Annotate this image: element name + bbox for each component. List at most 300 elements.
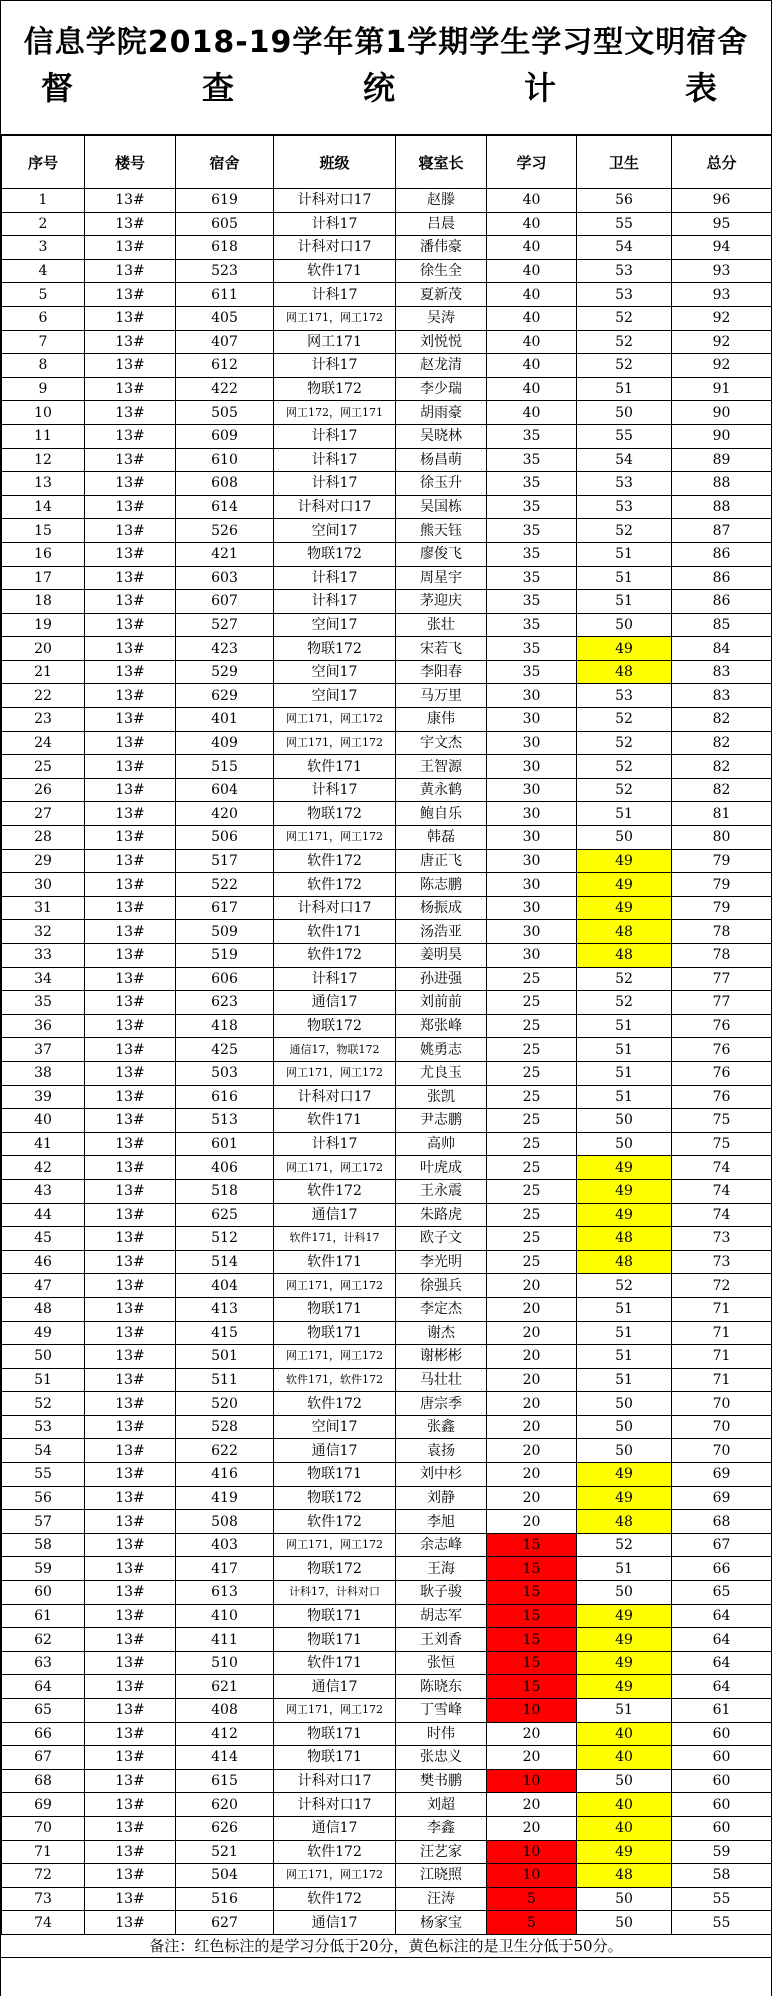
cell-leader: 李定杰 — [396, 1297, 487, 1321]
cell-leader: 刘超 — [396, 1793, 487, 1817]
cell-leader: 康伟 — [396, 708, 487, 732]
cell-dorm: 611 — [176, 283, 274, 307]
cell-study: 25 — [487, 1109, 577, 1133]
cell-total: 81 — [672, 802, 772, 826]
cell-leader: 马壮壮 — [396, 1368, 487, 1392]
cell-index: 17 — [2, 566, 85, 590]
cell-class: 计科17 — [274, 566, 396, 590]
cell-total: 83 — [672, 684, 772, 708]
cell-hygiene: 51 — [577, 377, 672, 401]
cell-index: 1 — [2, 189, 85, 213]
table-row — [2, 1203, 772, 1227]
cell-study: 25 — [487, 1085, 577, 1109]
cell-index: 33 — [2, 944, 85, 968]
cell-leader: 吴涛 — [396, 306, 487, 330]
cell-study: 30 — [487, 802, 577, 826]
cell-leader: 黄永鹤 — [396, 778, 487, 802]
cell-dorm: 417 — [176, 1557, 274, 1581]
cell-total: 76 — [672, 1014, 772, 1038]
cell-dorm: 408 — [176, 1699, 274, 1723]
cell-study: 35 — [487, 613, 577, 637]
table-row — [2, 1722, 772, 1746]
cell-study: 10 — [487, 1840, 577, 1864]
cell-hygiene: 53 — [577, 684, 672, 708]
cell-index: 26 — [2, 778, 85, 802]
cell-leader: 袁扬 — [396, 1439, 487, 1463]
cell-building: 13# — [85, 1227, 176, 1251]
cell-dorm: 512 — [176, 1227, 274, 1251]
header-index: 序号 — [2, 136, 85, 189]
table-row — [2, 1345, 772, 1369]
cell-dorm: 529 — [176, 660, 274, 684]
cell-study: 15 — [487, 1604, 577, 1628]
cell-leader: 李鑫 — [396, 1816, 487, 1840]
table-row — [2, 1816, 772, 1840]
cell-index: 65 — [2, 1699, 85, 1723]
cell-hygiene: 50 — [577, 1769, 672, 1793]
cell-index: 18 — [2, 590, 85, 614]
cell-study: 35 — [487, 542, 577, 566]
cell-building: 13# — [85, 1415, 176, 1439]
cell-building: 13# — [85, 1368, 176, 1392]
cell-index: 50 — [2, 1345, 85, 1369]
cell-building: 13# — [85, 1840, 176, 1864]
cell-dorm: 606 — [176, 967, 274, 991]
cell-study: 20 — [487, 1321, 577, 1345]
table-row — [2, 377, 772, 401]
cell-building: 13# — [85, 1722, 176, 1746]
cell-study: 40 — [487, 401, 577, 425]
cell-index: 22 — [2, 684, 85, 708]
table-row — [2, 684, 772, 708]
cell-hygiene: 50 — [577, 1109, 672, 1133]
cell-building: 13# — [85, 1061, 176, 1085]
cell-class: 物联172 — [274, 637, 396, 661]
cell-class: 物联171 — [274, 1604, 396, 1628]
cell-hygiene: 48 — [577, 1510, 672, 1534]
cell-index: 62 — [2, 1628, 85, 1652]
cell-dorm: 625 — [176, 1203, 274, 1227]
table-row — [2, 1250, 772, 1274]
cell-leader: 孙进强 — [396, 967, 487, 991]
cell-class: 软件172 — [274, 873, 396, 897]
cell-leader: 鲍自乐 — [396, 802, 487, 826]
cell-total: 60 — [672, 1769, 772, 1793]
cell-building: 13# — [85, 495, 176, 519]
cell-dorm: 516 — [176, 1887, 274, 1911]
cell-total: 66 — [672, 1557, 772, 1581]
cell-total: 58 — [672, 1864, 772, 1888]
cell-index: 47 — [2, 1274, 85, 1298]
cell-dorm: 518 — [176, 1179, 274, 1203]
cell-building: 13# — [85, 991, 176, 1015]
cell-dorm: 616 — [176, 1085, 274, 1109]
cell-hygiene: 51 — [577, 1038, 672, 1062]
cell-hygiene: 50 — [577, 1887, 672, 1911]
cell-index: 32 — [2, 920, 85, 944]
cell-dorm: 623 — [176, 991, 274, 1015]
cell-building: 13# — [85, 849, 176, 873]
cell-dorm: 612 — [176, 354, 274, 378]
cell-study: 15 — [487, 1675, 577, 1699]
cell-building: 13# — [85, 354, 176, 378]
title-char: 计 — [523, 69, 556, 107]
cell-study: 20 — [487, 1415, 577, 1439]
cell-total: 74 — [672, 1203, 772, 1227]
cell-hygiene: 49 — [577, 1156, 672, 1180]
cell-study: 35 — [487, 590, 577, 614]
table-row — [2, 1415, 772, 1439]
cell-hygiene: 56 — [577, 189, 672, 213]
cell-total: 93 — [672, 259, 772, 283]
cell-hygiene: 53 — [577, 283, 672, 307]
cell-dorm: 615 — [176, 1769, 274, 1793]
cell-total: 82 — [672, 755, 772, 779]
table-row — [2, 1533, 772, 1557]
cell-index: 6 — [2, 306, 85, 330]
cell-class: 软件171 — [274, 920, 396, 944]
cell-index: 29 — [2, 849, 85, 873]
table-row — [2, 1297, 772, 1321]
cell-building: 13# — [85, 306, 176, 330]
table-row — [2, 1227, 772, 1251]
cell-class: 软件172 — [274, 1510, 396, 1534]
cell-total: 79 — [672, 896, 772, 920]
table-row — [2, 1014, 772, 1038]
cell-dorm: 409 — [176, 731, 274, 755]
cell-dorm: 505 — [176, 401, 274, 425]
cell-study: 25 — [487, 967, 577, 991]
cell-index: 25 — [2, 755, 85, 779]
cell-class: 物联171 — [274, 1628, 396, 1652]
cell-leader: 樊书鹏 — [396, 1769, 487, 1793]
cell-leader: 赵龙清 — [396, 354, 487, 378]
cell-total: 87 — [672, 519, 772, 543]
cell-class: 计科17 — [274, 472, 396, 496]
cell-study: 30 — [487, 896, 577, 920]
cell-dorm: 617 — [176, 896, 274, 920]
cell-class: 通信17 — [274, 1203, 396, 1227]
cell-hygiene: 51 — [577, 1557, 672, 1581]
cell-hygiene: 50 — [577, 1415, 672, 1439]
cell-index: 12 — [2, 448, 85, 472]
cell-dorm: 610 — [176, 448, 274, 472]
cell-index: 45 — [2, 1227, 85, 1251]
table-row — [2, 566, 772, 590]
cell-hygiene: 54 — [577, 448, 672, 472]
cell-leader: 余志峰 — [396, 1533, 487, 1557]
table-row — [2, 1510, 772, 1534]
cell-total: 69 — [672, 1486, 772, 1510]
cell-building: 13# — [85, 377, 176, 401]
table-row — [2, 1463, 772, 1487]
cell-class: 计科17 — [274, 354, 396, 378]
cell-total: 75 — [672, 1132, 772, 1156]
cell-class: 网工171 — [274, 330, 396, 354]
cell-total: 71 — [672, 1368, 772, 1392]
cell-building: 13# — [85, 1510, 176, 1534]
cell-leader: 刘静 — [396, 1486, 487, 1510]
cell-hygiene: 49 — [577, 1628, 672, 1652]
cell-study: 15 — [487, 1651, 577, 1675]
cell-building: 13# — [85, 1297, 176, 1321]
cell-leader: 王智源 — [396, 755, 487, 779]
cell-total: 92 — [672, 306, 772, 330]
cell-total: 55 — [672, 1911, 772, 1935]
cell-building: 13# — [85, 826, 176, 850]
table-row — [2, 472, 772, 496]
cell-dorm: 523 — [176, 259, 274, 283]
cell-study: 30 — [487, 755, 577, 779]
header-hygiene: 卫生 — [577, 136, 672, 189]
cell-study: 40 — [487, 283, 577, 307]
cell-total: 55 — [672, 1887, 772, 1911]
table-row — [2, 1887, 772, 1911]
table-row — [2, 802, 772, 826]
cell-total: 82 — [672, 778, 772, 802]
cell-study: 40 — [487, 306, 577, 330]
cell-total: 67 — [672, 1533, 772, 1557]
cell-index: 70 — [2, 1816, 85, 1840]
cell-total: 83 — [672, 660, 772, 684]
cell-dorm: 614 — [176, 495, 274, 519]
cell-hygiene: 40 — [577, 1816, 672, 1840]
cell-study: 35 — [487, 519, 577, 543]
cell-study: 20 — [487, 1297, 577, 1321]
cell-total: 92 — [672, 330, 772, 354]
cell-study: 15 — [487, 1581, 577, 1605]
cell-class: 计科对口17 — [274, 495, 396, 519]
cell-study: 20 — [487, 1486, 577, 1510]
cell-dorm: 604 — [176, 778, 274, 802]
cell-class: 通信17 — [274, 1816, 396, 1840]
cell-total: 64 — [672, 1651, 772, 1675]
cell-leader: 廖俊飞 — [396, 542, 487, 566]
cell-dorm: 418 — [176, 1014, 274, 1038]
cell-total: 77 — [672, 991, 772, 1015]
cell-hygiene: 49 — [577, 637, 672, 661]
cell-leader: 刘前前 — [396, 991, 487, 1015]
cell-study: 10 — [487, 1864, 577, 1888]
cell-total: 59 — [672, 1840, 772, 1864]
cell-total: 88 — [672, 495, 772, 519]
table-row — [2, 1109, 772, 1133]
cell-dorm: 425 — [176, 1038, 274, 1062]
cell-study: 20 — [487, 1510, 577, 1534]
cell-building: 13# — [85, 1203, 176, 1227]
cell-hygiene: 52 — [577, 991, 672, 1015]
cell-index: 31 — [2, 896, 85, 920]
cell-study: 35 — [487, 472, 577, 496]
cell-study: 20 — [487, 1746, 577, 1770]
table-row — [2, 448, 772, 472]
cell-class: 网工171，网工172 — [274, 1864, 396, 1888]
header-study: 学习 — [487, 136, 577, 189]
cell-hygiene: 52 — [577, 708, 672, 732]
cell-index: 28 — [2, 826, 85, 850]
table-row — [2, 1746, 772, 1770]
title-char: 督 — [41, 69, 74, 107]
cell-dorm: 411 — [176, 1628, 274, 1652]
cell-class: 软件171 — [274, 755, 396, 779]
cell-dorm: 519 — [176, 944, 274, 968]
cell-leader: 徐强兵 — [396, 1274, 487, 1298]
cell-building: 13# — [85, 189, 176, 213]
table-row — [2, 495, 772, 519]
cell-building: 13# — [85, 1816, 176, 1840]
cell-dorm: 510 — [176, 1651, 274, 1675]
cell-hygiene: 40 — [577, 1746, 672, 1770]
cell-class: 计科17 — [274, 283, 396, 307]
cell-building: 13# — [85, 259, 176, 283]
cell-building: 13# — [85, 1887, 176, 1911]
cell-index: 42 — [2, 1156, 85, 1180]
cell-total: 82 — [672, 708, 772, 732]
cell-hygiene: 53 — [577, 259, 672, 283]
cell-study: 30 — [487, 731, 577, 755]
table-row — [2, 944, 772, 968]
cell-class: 物联172 — [274, 1014, 396, 1038]
cell-class: 网工171，网工172 — [274, 731, 396, 755]
cell-building: 13# — [85, 1746, 176, 1770]
cell-total: 69 — [672, 1463, 772, 1487]
cell-study: 30 — [487, 826, 577, 850]
cell-class: 空间17 — [274, 660, 396, 684]
cell-hygiene: 52 — [577, 778, 672, 802]
cell-hygiene: 51 — [577, 1085, 672, 1109]
table-row — [2, 1368, 772, 1392]
table-row — [2, 236, 772, 260]
cell-total: 95 — [672, 212, 772, 236]
cell-building: 13# — [85, 660, 176, 684]
cell-total: 75 — [672, 1109, 772, 1133]
cell-building: 13# — [85, 1085, 176, 1109]
cell-index: 46 — [2, 1250, 85, 1274]
cell-class: 软件172 — [274, 1179, 396, 1203]
cell-hygiene: 51 — [577, 802, 672, 826]
cell-hygiene: 51 — [577, 542, 672, 566]
cell-index: 34 — [2, 967, 85, 991]
cell-leader: 胡志军 — [396, 1604, 487, 1628]
cell-class: 软件172 — [274, 1887, 396, 1911]
cell-hygiene: 52 — [577, 519, 672, 543]
cell-class: 计科17 — [274, 778, 396, 802]
cell-total: 90 — [672, 401, 772, 425]
cell-class: 物联172 — [274, 542, 396, 566]
table-row — [2, 755, 772, 779]
table-row — [2, 590, 772, 614]
cell-building: 13# — [85, 1179, 176, 1203]
cell-total: 94 — [672, 236, 772, 260]
cell-building: 13# — [85, 236, 176, 260]
cell-dorm: 423 — [176, 637, 274, 661]
cell-index: 54 — [2, 1439, 85, 1463]
cell-leader: 宋若飞 — [396, 637, 487, 661]
cell-class: 网工171，网工172 — [274, 306, 396, 330]
cell-study: 25 — [487, 1061, 577, 1085]
table-row — [2, 708, 772, 732]
table-row — [2, 991, 772, 1015]
cell-building: 13# — [85, 448, 176, 472]
table-row — [2, 212, 772, 236]
table-row — [2, 306, 772, 330]
cell-index: 51 — [2, 1368, 85, 1392]
cell-dorm: 420 — [176, 802, 274, 826]
cell-building: 13# — [85, 1675, 176, 1699]
cell-dorm: 406 — [176, 1156, 274, 1180]
cell-study: 40 — [487, 212, 577, 236]
table-row — [2, 354, 772, 378]
cell-dorm: 414 — [176, 1746, 274, 1770]
cell-dorm: 627 — [176, 1911, 274, 1935]
cell-total: 68 — [672, 1510, 772, 1534]
cell-leader: 欧子文 — [396, 1227, 487, 1251]
cell-class: 软件172 — [274, 944, 396, 968]
table-row — [2, 778, 772, 802]
cell-index: 10 — [2, 401, 85, 425]
cell-index: 43 — [2, 1179, 85, 1203]
cell-leader: 夏新茂 — [396, 283, 487, 307]
cell-total: 76 — [672, 1038, 772, 1062]
cell-total: 79 — [672, 873, 772, 897]
cell-dorm: 520 — [176, 1392, 274, 1416]
cell-leader: 杨昌萌 — [396, 448, 487, 472]
cell-class: 空间17 — [274, 684, 396, 708]
cell-study: 20 — [487, 1793, 577, 1817]
cell-building: 13# — [85, 1581, 176, 1605]
table-row — [2, 849, 772, 873]
cell-leader: 姜明昊 — [396, 944, 487, 968]
cell-leader: 姚勇志 — [396, 1038, 487, 1062]
cell-index: 3 — [2, 236, 85, 260]
cell-index: 55 — [2, 1463, 85, 1487]
cell-class: 物联172 — [274, 1486, 396, 1510]
cell-dorm: 607 — [176, 590, 274, 614]
cell-class: 计科对口17 — [274, 1085, 396, 1109]
cell-study: 25 — [487, 1156, 577, 1180]
cell-building: 13# — [85, 330, 176, 354]
cell-class: 计科对口17 — [274, 236, 396, 260]
cell-total: 91 — [672, 377, 772, 401]
cell-total: 70 — [672, 1392, 772, 1416]
cell-hygiene: 49 — [577, 1463, 672, 1487]
cell-leader: 杨家宝 — [396, 1911, 487, 1935]
cell-leader: 时伟 — [396, 1722, 487, 1746]
cell-study: 30 — [487, 849, 577, 873]
cell-hygiene: 50 — [577, 1132, 672, 1156]
cell-dorm: 527 — [176, 613, 274, 637]
cell-class: 物联171 — [274, 1463, 396, 1487]
cell-building: 13# — [85, 1156, 176, 1180]
cell-index: 23 — [2, 708, 85, 732]
cell-index: 20 — [2, 637, 85, 661]
cell-building: 13# — [85, 1864, 176, 1888]
cell-class: 物联171 — [274, 1321, 396, 1345]
cell-building: 13# — [85, 778, 176, 802]
cell-hygiene: 52 — [577, 330, 672, 354]
cell-index: 39 — [2, 1085, 85, 1109]
cell-class: 通信17 — [274, 1675, 396, 1699]
table-row — [2, 1864, 772, 1888]
table-row — [2, 1179, 772, 1203]
cell-class: 网工171，网工172 — [274, 826, 396, 850]
cell-class: 软件171，计科17 — [274, 1227, 396, 1251]
cell-leader: 徐生全 — [396, 259, 487, 283]
cell-class: 网工171，网工172 — [274, 1699, 396, 1723]
cell-leader: 朱路虎 — [396, 1203, 487, 1227]
cell-dorm: 504 — [176, 1864, 274, 1888]
cell-index: 63 — [2, 1651, 85, 1675]
